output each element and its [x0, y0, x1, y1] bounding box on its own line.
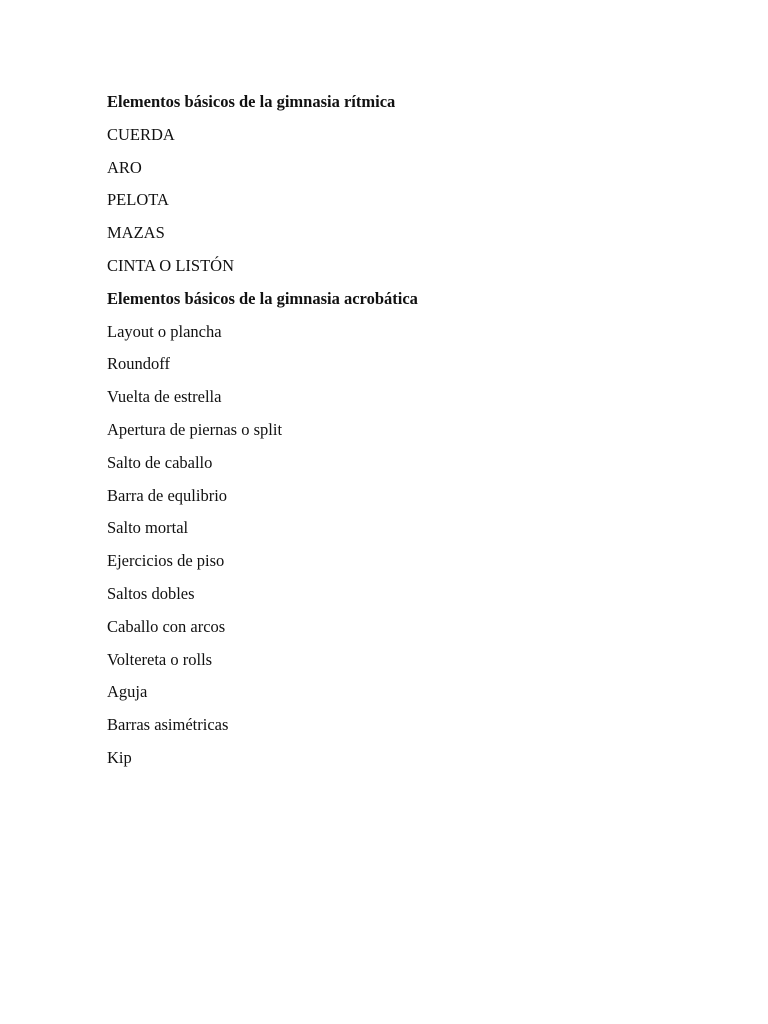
list-item: Aguja — [107, 682, 148, 702]
list-item: Saltos dobles — [107, 583, 195, 603]
list-item: ARO — [107, 157, 142, 177]
list-item: Roundoff — [107, 354, 170, 374]
list-item: Voltereta o rolls — [107, 649, 213, 669]
list-item: CUERDA — [107, 124, 175, 144]
list-item: Salto de caballo — [107, 452, 213, 472]
list-item: MAZAS — [107, 223, 165, 243]
list-item: Kip — [107, 747, 132, 767]
section-heading-ritmica: Elementos básicos de la gimnasia rítmica — [107, 92, 396, 111]
list-item: Barra de equlibrio — [107, 485, 228, 505]
document-content — [107, 89, 707, 778]
list-item: Salto mortal — [107, 518, 189, 538]
list-item: PELOTA — [107, 190, 169, 210]
section-heading-acrobatica: Elementos básicos de la gimnasia acrobática — [107, 288, 418, 308]
list-item: Ejercicios de piso — [107, 551, 225, 571]
list-item: Layout o plancha — [107, 321, 222, 341]
list-item: Apertura de piernas o split — [107, 419, 283, 439]
list-item: CINTA O LISTÓN — [107, 255, 235, 275]
list-item: Barras asimétricas — [107, 715, 229, 735]
list-item: Caballo con arcos — [107, 616, 226, 636]
list-item: Vuelta de estrella — [107, 387, 222, 407]
